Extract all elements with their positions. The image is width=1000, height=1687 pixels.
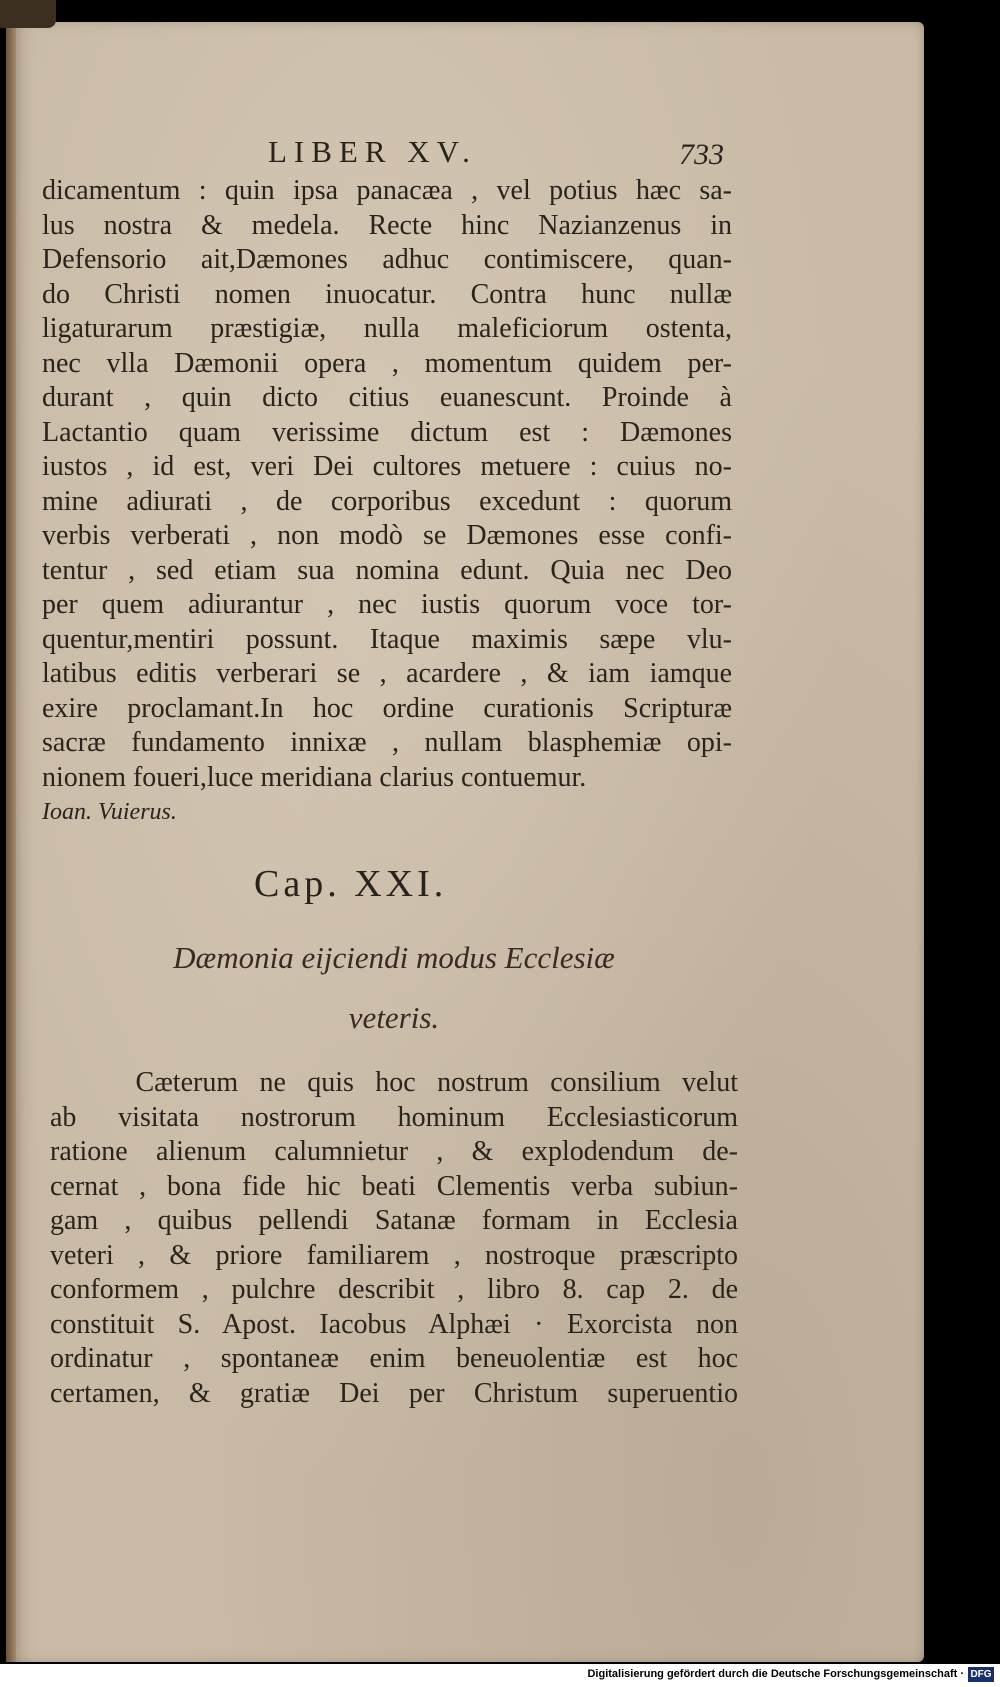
footer-bar xyxy=(0,1664,1000,1687)
text-line: ligaturarum præstigiæ, nulla maleficiorum ostenta, xyxy=(42,313,732,344)
funding-credit: Digitalisierung gefördert durch die Deutsche Forschungsgemeinschaft · xyxy=(587,1668,964,1680)
text-line: ordinatur , spontaneæ enim beneuolentiæ est hoc xyxy=(50,1343,738,1374)
text-line: sacræ fundamento innixæ , nullam blasphemiæ opi- xyxy=(42,727,732,758)
page-header xyxy=(6,134,924,174)
running-head: LIBER XV. xyxy=(268,134,477,169)
text-line: gam , quibus pellendi Satanæ formam in Ecclesia xyxy=(50,1205,738,1236)
text-line: quentur,mentiri possunt. Itaque maximis sæpe vlu- xyxy=(42,623,732,655)
text-line: Defensorio ait,Dæmones adhuc contimiscere, quan- xyxy=(42,244,732,275)
text-line: ratione alienum calumnietur , & explodendum de- xyxy=(50,1136,738,1167)
page-spine-shadow xyxy=(6,22,16,1662)
text-line: certamen, & gratiæ Dei per Christum superuentio xyxy=(50,1377,738,1409)
dfg-logo-icon: DFG xyxy=(968,1667,994,1682)
text-line: Cæterum ne quis hoc nostrum consilium velut xyxy=(50,1067,738,1098)
text-line: per quem adiurantur , nec iustis quorum voce tor- xyxy=(42,589,732,620)
text-line: cernat , bona fide hic beati Clementis verba subiun- xyxy=(50,1170,738,1202)
main-text-block xyxy=(42,174,732,829)
text-line: constituit S. Apost. Iacobus Alphæi · Exorcista non xyxy=(50,1308,738,1340)
text-line: conformem , pulchre describit , libro 8. cap 2. de xyxy=(50,1274,738,1305)
text-line: lus nostra & medela. Recte hinc Nazianzenus in xyxy=(42,209,732,241)
text-line: verbis verberati , non modò se Dæmones esse confi- xyxy=(42,520,732,551)
chapter-subtitle-line2: veteris. xyxy=(348,1000,440,1035)
author-attribution: Ioan. Vuierus. xyxy=(42,799,177,825)
text-line: durant , quin dicto citius euanescunt. Proinde à xyxy=(42,382,732,413)
text-line: do Christi nomen inuocatur. Contra hunc nullæ xyxy=(42,278,732,310)
text-line: dicamentum : quin ipsa panacæa , vel potius hæc sa- xyxy=(42,175,732,206)
text-line: veteri , & priore familiarem , nostroque præscripto xyxy=(50,1239,738,1271)
chapter-text-block xyxy=(50,1066,738,1411)
text-line: exire proclamant.In hoc ordine curationis Scripturæ xyxy=(42,692,732,724)
text-line: Lactantio quam verissime dictum est : Dæmones xyxy=(42,416,732,448)
book-page xyxy=(6,22,924,1662)
corner-tab xyxy=(0,0,56,28)
chapter-title: Cap. XXI. xyxy=(254,863,448,905)
text-line: iustos , id est, veri Dei cultores metuere : cuius no- xyxy=(42,451,732,482)
text-line: mine adiurati , de corporibus excedunt : quorum xyxy=(42,485,732,517)
text-line: tentur , sed etiam sua nomina edunt. Quia nec Deo xyxy=(42,554,732,586)
text-line: nionem foueri,luce meridiana clarius contuemur. xyxy=(42,761,587,793)
text-line: ab visitata nostrorum hominum Ecclesiasticorum xyxy=(50,1101,738,1133)
text-line: latibus editis verberari se , acardere , & iam iamque xyxy=(42,658,732,689)
page-number: 733 xyxy=(679,138,724,171)
text-line: nec vlla Dæmonii opera , momentum quidem per- xyxy=(42,347,732,379)
chapter-subtitle-line1: Dæmonia eijciendi modus Ecclesiæ xyxy=(173,940,615,975)
